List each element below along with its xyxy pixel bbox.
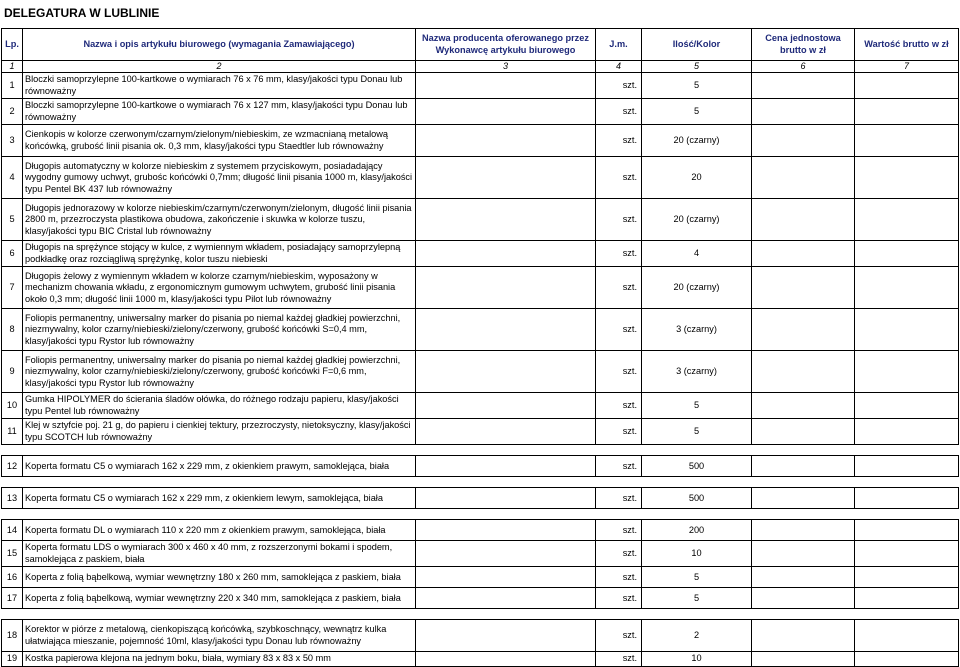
unit-price-cell[interactable] [752,267,855,309]
table-row [2,241,959,267]
row-number: 2 [2,99,23,125]
producer-cell[interactable] [416,488,596,509]
table-row [2,73,959,99]
item-description: Bloczki samoprzylepne 100-kartkowe o wymiarach 76 x 76 mm, klasy/jakości typu Donau lub równoważny [23,73,416,99]
spacer-cell [752,445,855,456]
table-row [2,620,959,652]
unit-of-measure: szt. [596,157,642,199]
row-number: 5 [2,199,23,241]
header-qty: Ilość/Kolor [642,29,752,61]
quantity-color: 20 (czarny) [642,199,752,241]
row-number: 4 [2,157,23,199]
row-spacer [2,609,959,620]
gross-value-cell[interactable] [855,99,959,125]
gross-value-cell[interactable] [855,488,959,509]
unit-price-cell[interactable] [752,620,855,652]
producer-cell[interactable] [416,199,596,241]
table-row [2,520,959,541]
unit-price-cell[interactable] [752,541,855,567]
producer-cell[interactable] [416,588,596,609]
gross-value-cell[interactable] [855,157,959,199]
table-row [2,567,959,588]
row-number: 1 [2,73,23,99]
spacer-cell [642,509,752,520]
quantity-color: 20 (czarny) [642,267,752,309]
row-number: 8 [2,309,23,351]
column-number: 6 [752,61,855,73]
quantity-color: 5 [642,393,752,419]
quantity-color: 20 [642,157,752,199]
spacer-cell [596,477,642,488]
producer-cell[interactable] [416,520,596,541]
row-number: 17 [2,588,23,609]
spacer-cell [855,609,959,620]
row-number: 7 [2,267,23,309]
gross-value-cell[interactable] [855,393,959,419]
table-row [2,351,959,393]
unit-of-measure: szt. [596,488,642,509]
gross-value-cell[interactable] [855,309,959,351]
column-number: 7 [855,61,959,73]
quantity-color: 20 (czarny) [642,125,752,157]
producer-cell[interactable] [416,652,596,667]
spacer-cell [752,609,855,620]
quantity-color: 5 [642,73,752,99]
item-description: Kostka papierowa klejona na jednym boku, biała, wymiary 83 x 83 x 50 mm [23,652,416,667]
quantity-color: 200 [642,520,752,541]
header-unit-price: Cena jednostowa brutto w zł [752,29,855,61]
unit-price-cell[interactable] [752,456,855,477]
gross-value-cell[interactable] [855,199,959,241]
gross-value-cell[interactable] [855,620,959,652]
table-row [2,456,959,477]
table-row [2,488,959,509]
row-number: 19 [2,652,23,667]
producer-cell[interactable] [416,99,596,125]
gross-value-cell[interactable] [855,520,959,541]
item-description: Długopis na sprężynce stojący w kulce, z wymiennym wkładem, posiadający samoprzylepną podkładkę oraz rozciągliwą sprężynkę, kolor tuszu niebieski [23,241,416,267]
row-number: 11 [2,419,23,445]
row-spacer [2,509,959,520]
row-number: 15 [2,541,23,567]
row-number: 13 [2,488,23,509]
item-description: Foliopis permanentny, uniwersalny marker do pisania po niemal każdej gładkiej powierzchni, niezmywalny, kolor czarny/niebieski/zielony/czerwony, grubość końcówki F=0,6 mm, klasy/jakości typu Rystor lub równoważny [23,351,416,393]
producer-cell[interactable] [416,157,596,199]
unit-price-cell[interactable] [752,488,855,509]
unit-of-measure: szt. [596,652,642,667]
header-name: Nazwa i opis artykułu biurowego (wymagania Zamawiającego) [23,29,416,61]
item-description: Długopis żelowy z wymiennym wkładem w kolorze czarnym/niebieskim, wyposażony w mechanizm chowania wkładu, z ergonomicznym gumowym uchwytem, grubość linii pisania około 0,3 mm; długość linii 1000 m, klasy/jakości typu Pilot lub równoważny [23,267,416,309]
producer-cell[interactable] [416,267,596,309]
spacer-cell [596,445,642,456]
gross-value-cell[interactable] [855,241,959,267]
column-number: 4 [596,61,642,73]
unit-of-measure: szt. [596,588,642,609]
quantity-color: 5 [642,419,752,445]
table-row [2,541,959,567]
spacer-cell [416,509,596,520]
column-number: 2 [23,61,416,73]
unit-price-cell[interactable] [752,73,855,99]
table-row [2,199,959,241]
item-description: Koperta formatu C5 o wymiarach 162 x 229 mm, z okienkiem prawym, samoklejąca, biała [23,456,416,477]
unit-price-cell[interactable] [752,125,855,157]
gross-value-cell[interactable] [855,419,959,445]
producer-cell[interactable] [416,419,596,445]
unit-price-cell[interactable] [752,157,855,199]
quantity-color: 500 [642,456,752,477]
item-description: Długopis automatyczny w kolorze niebieskim z systemem przyciskowym, posiadadający wygodny gumowy uchwyt, grubośc końcówki 0,7mm; długość linii pisania 1000 m, klasy/jakości typu Pentel BK 437 lub równoważny [23,157,416,199]
unit-price-cell[interactable] [752,309,855,351]
spacer-cell [855,445,959,456]
unit-of-measure: szt. [596,520,642,541]
row-number: 9 [2,351,23,393]
unit-of-measure: szt. [596,541,642,567]
producer-cell[interactable] [416,351,596,393]
producer-cell[interactable] [416,567,596,588]
quantity-color: 3 (czarny) [642,309,752,351]
quantity-color: 10 [642,652,752,667]
table-row [2,419,959,445]
unit-of-measure: szt. [596,199,642,241]
spacer-cell [416,445,596,456]
item-description: Cienkopis w kolorze czerwonym/czarnym/zielonym/niebieskim, ze wzmacnianą metalową końcówką, grubość linii pisania ok. 0,3 mm, klasy/jakości typu Staedtler lub równoważny [23,125,416,157]
unit-of-measure: szt. [596,125,642,157]
unit-price-cell[interactable] [752,652,855,667]
column-number: 1 [2,61,23,73]
spacer-cell [23,445,416,456]
producer-cell[interactable] [416,456,596,477]
gross-value-cell[interactable] [855,456,959,477]
unit-of-measure: szt. [596,241,642,267]
table-row [2,588,959,609]
spacer-cell [855,477,959,488]
gross-value-cell[interactable] [855,125,959,157]
producer-cell[interactable] [416,541,596,567]
row-number: 18 [2,620,23,652]
spacer-cell [23,477,416,488]
row-spacer [2,445,959,456]
header-producer: Nazwa producenta oferowanego przez Wykonawcę artykułu biurowego [416,29,596,61]
quantity-color: 5 [642,588,752,609]
spacer-cell [2,477,23,488]
unit-of-measure: szt. [596,567,642,588]
producer-cell[interactable] [416,620,596,652]
unit-price-cell[interactable] [752,567,855,588]
items-table [1,28,959,667]
unit-of-measure: szt. [596,456,642,477]
table-row [2,267,959,309]
unit-price-cell[interactable] [752,351,855,393]
table-row [2,157,959,199]
gross-value-cell[interactable] [855,588,959,609]
unit-price-cell[interactable] [752,99,855,125]
header-value: Wartość brutto w zł [855,29,959,61]
table-row [2,125,959,157]
spacer-cell [2,609,23,620]
row-number: 6 [2,241,23,267]
spacer-cell [642,445,752,456]
spacer-cell [2,445,23,456]
unit-price-cell[interactable] [752,588,855,609]
spacer-cell [416,477,596,488]
item-description: Foliopis permanentny, uniwersalny marker do pisania po niemal każdej gładkiej powierzchni, niezmywalny, kolor czarny/niebieski/zielony/czerwony, grubość końcówki S=0,4 mm, klasy/jakości typu Rystor lub równoważny [23,309,416,351]
producer-cell[interactable] [416,393,596,419]
table-body [2,73,959,667]
row-number: 10 [2,393,23,419]
quantity-color: 4 [642,241,752,267]
spacer-cell [23,509,416,520]
gross-value-cell[interactable] [855,567,959,588]
spacer-cell [596,609,642,620]
spacer-cell [752,477,855,488]
unit-of-measure: szt. [596,351,642,393]
unit-price-cell[interactable] [752,241,855,267]
row-number: 16 [2,567,23,588]
unit-price-cell[interactable] [752,199,855,241]
unit-of-measure: szt. [596,99,642,125]
spacer-cell [752,509,855,520]
spacer-cell [416,609,596,620]
spacer-cell [596,509,642,520]
gross-value-cell[interactable] [855,351,959,393]
producer-cell[interactable] [416,309,596,351]
item-description: Klej w sztyfcie poj. 21 g, do papieru i cienkiej tektury, przezroczysty, nietoksyczny, klasy/jakości typu SCOTCH lub równoważny [23,419,416,445]
spacer-cell [642,477,752,488]
column-number: 3 [416,61,596,73]
item-description: Koperta formatu C5 o wymiarach 162 x 229 mm, z okienkiem lewym, samoklejąca, biała [23,488,416,509]
row-number: 14 [2,520,23,541]
quantity-color: 500 [642,488,752,509]
producer-cell[interactable] [416,125,596,157]
gross-value-cell[interactable] [855,73,959,99]
row-number: 12 [2,456,23,477]
item-description: Koperta formatu LDS o wymiarach 300 x 460 x 40 mm, z rozszerzonymi bokami i spodem, samoklejąca z paskiem, biała [23,541,416,567]
column-number: 5 [642,61,752,73]
unit-of-measure: szt. [596,267,642,309]
item-description: Koperta formatu DL o wymiarach 110 x 220 mm z okienkiem prawym, samoklejąca, biała [23,520,416,541]
item-description: Koperta z folią bąbelkową, wymiar wewnętrzny 180 x 260 mm, samoklejąca z paskiem, biała [23,567,416,588]
header-jm: J.m. [596,29,642,61]
gross-value-cell[interactable] [855,652,959,667]
item-description: Koperta z folią bąbelkową, wymiar wewnętrzny 220 x 340 mm, samoklejąca z paskiem, biała [23,588,416,609]
unit-of-measure: szt. [596,309,642,351]
unit-price-cell[interactable] [752,419,855,445]
item-description: Korektor w piórze z metalową, cienkopiszącą końcówką, szybkoschnący, wewnątrz kulka ułatwiająca mieszanie, pojemność 10ml, klasy/jakości typu Donau lub równoważny [23,620,416,652]
quantity-color: 5 [642,567,752,588]
unit-price-cell[interactable] [752,393,855,419]
item-description: Gumka HIPOLYMER do ścierania śladów ołówka, do różnego rodzaju papieru, klasy/jakości typu Pentel lub równoważny [23,393,416,419]
unit-of-measure: szt. [596,419,642,445]
gross-value-cell[interactable] [855,267,959,309]
table-row [2,652,959,667]
row-number: 3 [2,125,23,157]
header-lp: Lp. [2,29,23,61]
quantity-color: 10 [642,541,752,567]
quantity-color: 2 [642,620,752,652]
table-row [2,309,959,351]
unit-price-cell[interactable] [752,520,855,541]
quantity-color: 3 (czarny) [642,351,752,393]
table-row [2,393,959,419]
producer-cell[interactable] [416,73,596,99]
table-row [2,99,959,125]
spacer-cell [642,609,752,620]
spacer-cell [23,609,416,620]
unit-of-measure: szt. [596,393,642,419]
item-description: Długopis jednorazowy w kolorze niebieskim/czarnym/czerwonym/zielonym, długość linii pisania 2800 m, przezroczysta plastikowa obudowa, zakończenie i skuwka w kolorze tuszu, klasy/jakości typu BIC Cristal lub równoważny [23,199,416,241]
producer-cell[interactable] [416,241,596,267]
gross-value-cell[interactable] [855,541,959,567]
spacer-cell [855,509,959,520]
page-title: DELEGATURA W LUBLINIE [4,6,160,20]
spacer-cell [2,509,23,520]
unit-of-measure: szt. [596,73,642,99]
column-numbers-row [2,61,959,73]
unit-of-measure: szt. [596,620,642,652]
quantity-color: 5 [642,99,752,125]
row-spacer [2,477,959,488]
item-description: Bloczki samoprzylepne 100-kartkowe o wymiarach 76 x 127 mm, klasy/jakości typu Donau lub równoważny [23,99,416,125]
